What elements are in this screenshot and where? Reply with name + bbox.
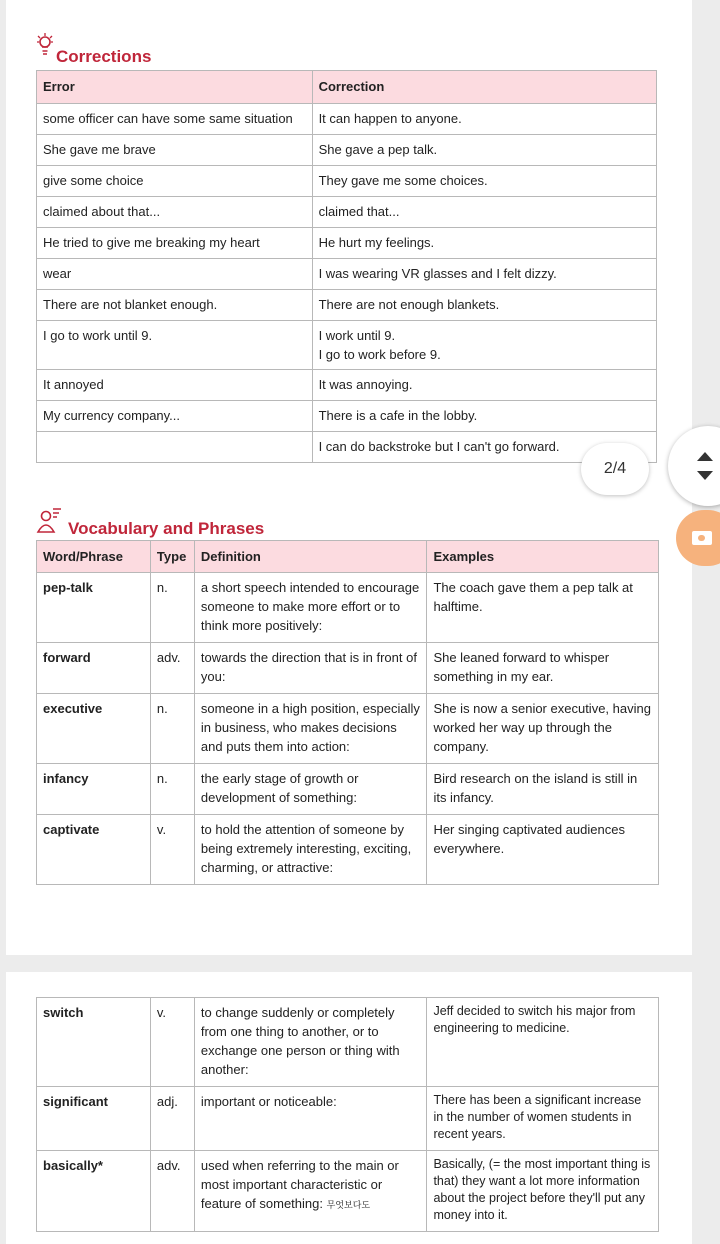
column-header-definition: Definition xyxy=(194,541,427,573)
error-cell: He tried to give me breaking my heart xyxy=(37,228,313,259)
definition-text: to hold the attention of someone by being extremely interesting, exciting, charming, or attractive: xyxy=(200,822,412,875)
page-indicator xyxy=(581,443,649,495)
error-cell: I go to work until 9. xyxy=(37,321,313,370)
table-row xyxy=(37,290,657,321)
vocabulary-title: Vocabulary and Phrases xyxy=(68,519,265,538)
word-cell: significant xyxy=(37,1087,151,1151)
word-cell: switch xyxy=(37,998,151,1087)
example-cell: Basically, (= the most important thing is that) they want a lot more information about the project before they'll put any money into it. xyxy=(427,1151,659,1232)
corrections-table xyxy=(36,70,657,463)
correction-cell: There are not enough blankets. xyxy=(312,290,656,321)
type-cell: adv. xyxy=(150,643,194,694)
error-cell: some officer can have some same situation xyxy=(37,104,313,135)
correction-cell: There is a cafe in the lobby. xyxy=(312,401,656,432)
error-cell: It annoyed xyxy=(37,370,313,401)
correction-cell: It was annoying. xyxy=(312,370,656,401)
correction-cell: claimed that... xyxy=(312,197,656,228)
table-row xyxy=(37,764,659,815)
correction-cell: I can do backstroke but I can't go forward. xyxy=(312,432,656,463)
table-row xyxy=(37,197,657,228)
example-cell: There has been a significant increase in the number of women students in recent years. xyxy=(427,1087,659,1151)
vocabulary-heading xyxy=(36,504,264,539)
definition-text: a short speech intended to encourage someone to make more effort or to think more positively: xyxy=(200,580,420,633)
lightbulb-icon xyxy=(36,32,56,67)
error-cell: There are not blanket enough. xyxy=(37,290,313,321)
word-cell: pep-talk xyxy=(37,573,151,643)
definition-text: to change suddenly or completely from one thing to another, or to exchange one person or thing with another: xyxy=(200,1005,400,1077)
definition-cell xyxy=(194,815,427,885)
correction-cell: They gave me some choices. xyxy=(312,166,656,197)
definition-cell xyxy=(194,998,427,1087)
table-row xyxy=(37,573,659,643)
corrections-heading xyxy=(36,32,151,67)
column-header-type: Type xyxy=(150,541,194,573)
definition-cell xyxy=(194,573,427,643)
table-header-row xyxy=(37,541,659,573)
table-row xyxy=(37,432,657,463)
table-row xyxy=(37,166,657,197)
table-row xyxy=(37,815,659,885)
column-header-error: Error xyxy=(37,71,313,104)
type-cell: n. xyxy=(150,764,194,815)
column-header-examples: Examples xyxy=(427,541,659,573)
table-row xyxy=(37,228,657,259)
vocabulary-table xyxy=(36,540,659,885)
error-cell: give some choice xyxy=(37,166,313,197)
type-cell: adj. xyxy=(150,1087,194,1151)
example-cell: Jeff decided to switch his major from engineering to medicine. xyxy=(427,998,659,1087)
column-header-correction: Correction xyxy=(312,71,656,104)
correction-cell: He hurt my feelings. xyxy=(312,228,656,259)
table-row xyxy=(37,1151,659,1232)
table-row xyxy=(37,998,659,1087)
table-row xyxy=(37,1087,659,1151)
column-header-word: Word/Phrase xyxy=(37,541,151,573)
example-cell: The coach gave them a pep talk at halftime. xyxy=(427,573,659,643)
correction-cell: It can happen to anyone. xyxy=(312,104,656,135)
type-cell: n. xyxy=(150,573,194,643)
definition-cell xyxy=(194,643,427,694)
definition-text: towards the direction that is in front of you: xyxy=(200,650,417,684)
table-header-row xyxy=(37,71,657,104)
definition-cell xyxy=(194,694,427,764)
table-row xyxy=(37,321,657,370)
error-cell: wear xyxy=(37,259,313,290)
error-cell xyxy=(37,432,313,463)
table-row xyxy=(37,259,657,290)
definition-text: important or noticeable: xyxy=(200,1094,337,1109)
table-row xyxy=(37,643,659,694)
error-cell: My currency company... xyxy=(37,401,313,432)
example-cell: Bird research on the island is still in its infancy. xyxy=(427,764,659,815)
type-cell: v. xyxy=(150,815,194,885)
correction-cell: I work until 9. I go to work before 9. xyxy=(312,321,656,370)
page-indicator-text: 2/4 xyxy=(603,460,627,477)
word-cell: captivate xyxy=(37,815,151,885)
definition-cell xyxy=(194,1087,427,1151)
table-row xyxy=(37,104,657,135)
definition-cell xyxy=(194,764,427,815)
example-cell: She is now a senior executive, having worked her way up through the company. xyxy=(427,694,659,764)
table-row xyxy=(37,370,657,401)
table-row xyxy=(37,694,659,764)
definition-text: used when referring to the main or most important characteristic or feature of something: xyxy=(200,1158,399,1211)
camera-icon xyxy=(692,531,712,545)
definition-cell xyxy=(194,1151,427,1232)
chevron-down-icon[interactable] xyxy=(697,471,713,480)
word-cell: infancy xyxy=(37,764,151,815)
correction-cell: I was wearing VR glasses and I felt dizzy. xyxy=(312,259,656,290)
vocabulary-table-continued xyxy=(36,997,659,1232)
type-cell: v. xyxy=(150,998,194,1087)
people-icon xyxy=(36,504,68,539)
definition-text: the early stage of growth or development of something: xyxy=(200,771,359,805)
corrections-title: Corrections xyxy=(56,47,152,66)
definition-note: 무엇보다도 xyxy=(326,1200,371,1210)
word-cell: forward xyxy=(37,643,151,694)
word-cell: executive xyxy=(37,694,151,764)
definition-text: someone in a high position, especially in business, who makes decisions and puts them into action: xyxy=(200,701,420,754)
example-cell: She leaned forward to whisper something in my ear. xyxy=(427,643,659,694)
example-cell: Her singing captivated audiences everywhere. xyxy=(427,815,659,885)
type-cell: adv. xyxy=(150,1151,194,1232)
error-cell: claimed about that... xyxy=(37,197,313,228)
table-row xyxy=(37,135,657,166)
type-cell: n. xyxy=(150,694,194,764)
chevron-up-icon[interactable] xyxy=(697,452,713,461)
word-cell: basically* xyxy=(37,1151,151,1232)
error-cell: She gave me brave xyxy=(37,135,313,166)
correction-cell: She gave a pep talk. xyxy=(312,135,656,166)
table-row xyxy=(37,401,657,432)
